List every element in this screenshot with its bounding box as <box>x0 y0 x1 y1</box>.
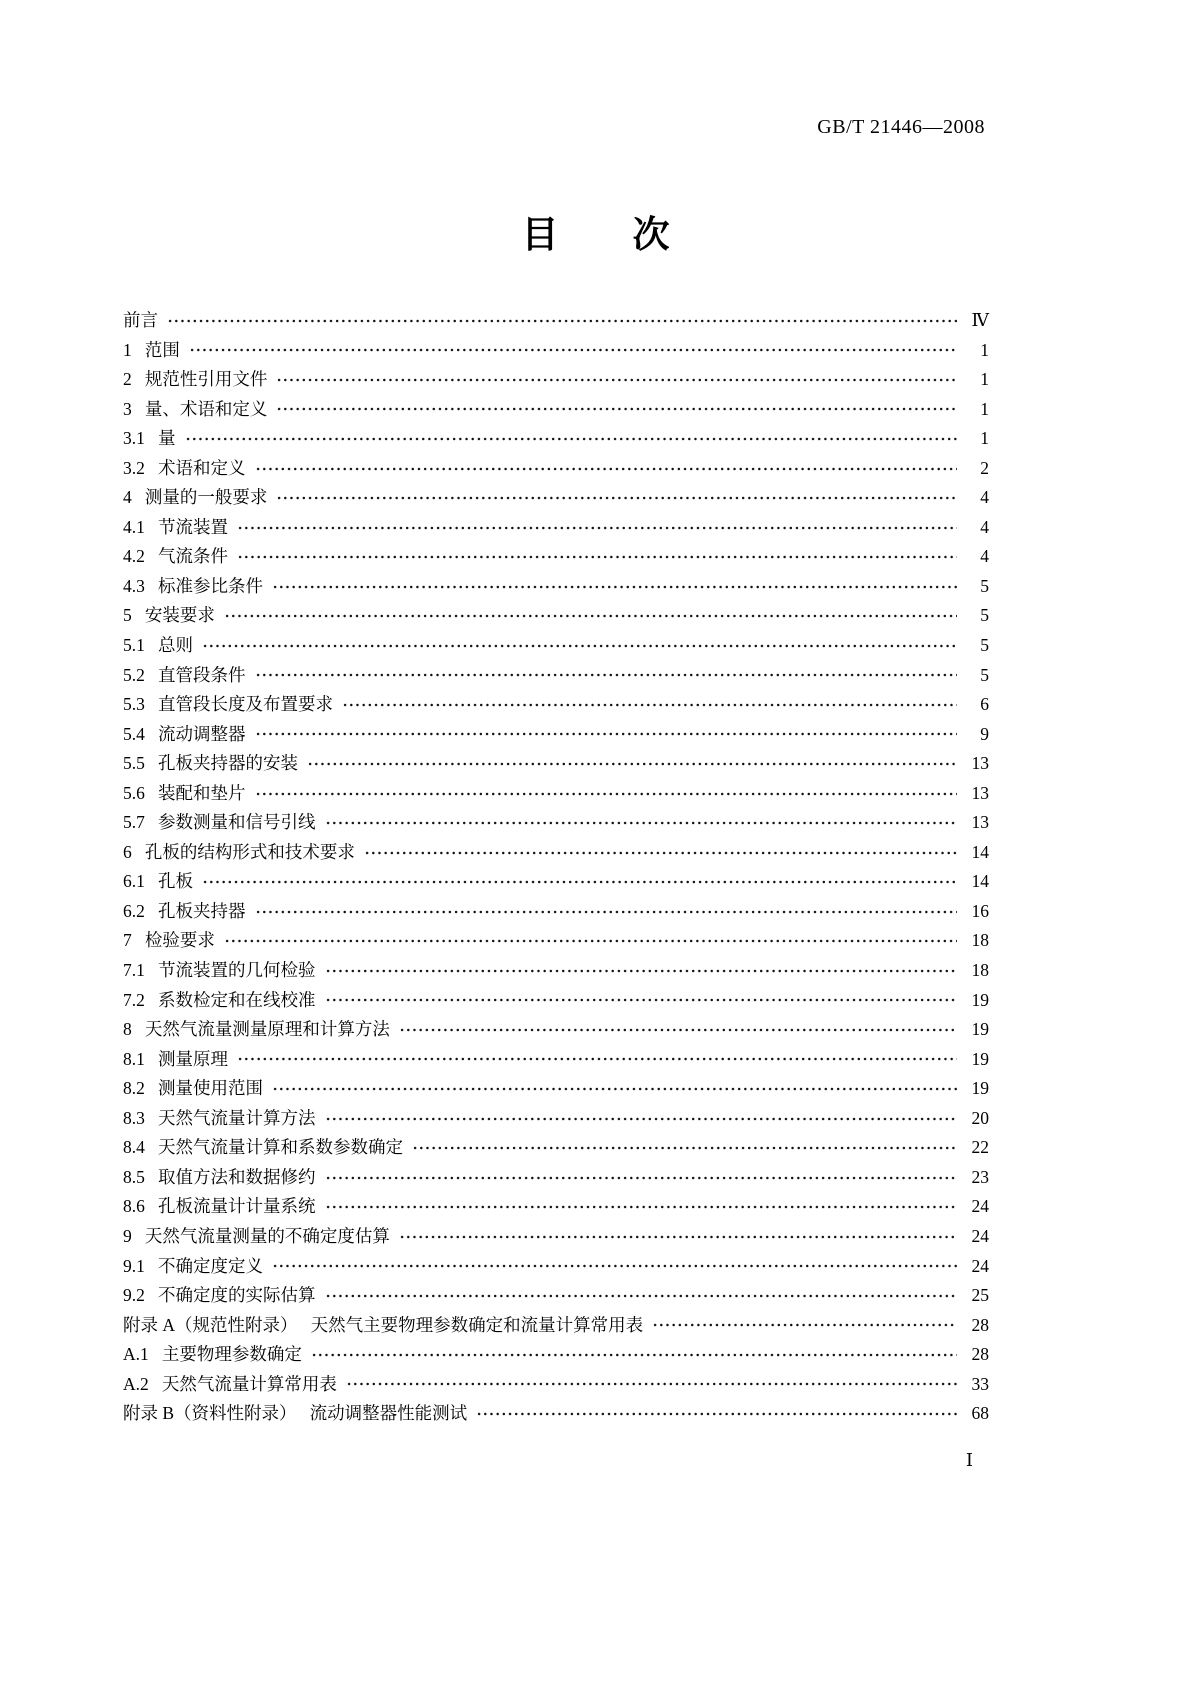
toc-entry-page: 14 <box>971 871 989 892</box>
toc-entry-page: 18 <box>971 960 989 981</box>
toc-entry-page: 22 <box>971 1137 989 1158</box>
toc-entry <box>123 808 989 838</box>
toc-entry-label: 4.1 节流装置 <box>123 516 228 537</box>
dot-leader <box>255 672 958 678</box>
dot-leader <box>224 938 957 944</box>
toc-entry <box>123 336 989 366</box>
dot-leader <box>325 1293 958 1299</box>
dot-leader <box>237 525 957 531</box>
page-title: 目 次 <box>521 215 670 256</box>
toc-entry <box>123 1133 989 1163</box>
toc-entry-label: 5.2 直管段条件 <box>123 664 246 685</box>
toc-entry-page: 6 <box>980 694 989 715</box>
toc-entry-page: 1 <box>980 369 989 390</box>
toc-entry-label: A.2 天然气流量计算常用表 <box>123 1373 337 1394</box>
toc-entry <box>123 306 989 336</box>
toc-entry-label: 4 测量的一般要求 <box>123 487 268 508</box>
toc-entry <box>123 1399 989 1429</box>
dot-leader <box>476 1411 957 1417</box>
toc-entry <box>123 542 989 572</box>
toc-entry-label: 3.2 术语和定义 <box>123 457 246 478</box>
toc-entry <box>123 749 989 779</box>
toc-entry-page: 19 <box>971 1048 989 1069</box>
toc-entry <box>123 838 989 868</box>
toc-entry-label: 8.6 孔板流量计计量系统 <box>123 1196 316 1217</box>
toc-entry <box>123 395 989 425</box>
toc-entry <box>123 720 989 750</box>
toc-entry-page: 4 <box>980 546 989 567</box>
dot-leader <box>652 1322 957 1328</box>
toc-entry <box>123 454 989 484</box>
dot-leader <box>255 731 958 737</box>
toc-entry-page: 2 <box>980 457 989 478</box>
toc-entry-page: 14 <box>971 841 989 862</box>
dot-leader <box>412 1145 957 1151</box>
toc-entry-label: 附录 B（资料性附录） 流动调整器性能测试 <box>123 1403 468 1424</box>
toc-entry-label: 4.3 标准参比条件 <box>123 575 263 596</box>
dot-leader <box>224 613 957 619</box>
toc-entry-label: 9.1 不确定度定义 <box>123 1255 263 1276</box>
toc-entry-page: 19 <box>971 1019 989 1040</box>
toc-entry <box>123 1163 989 1193</box>
toc-entry-page: 28 <box>971 1344 989 1365</box>
standard-number: GB/T 21446—2008 <box>817 116 985 138</box>
toc-entry <box>123 926 989 956</box>
toc-entry-label: 5.7 参数测量和信号引线 <box>123 812 316 833</box>
toc-entry-page: 5 <box>980 664 989 685</box>
dot-leader <box>276 377 957 383</box>
toc-entry <box>123 1252 989 1282</box>
dot-leader <box>276 406 957 412</box>
dot-leader <box>325 1204 958 1210</box>
dot-leader <box>399 1027 957 1033</box>
toc-entry <box>123 661 989 691</box>
toc-entry-page: 4 <box>980 516 989 537</box>
toc-entry <box>123 513 989 543</box>
dot-leader <box>255 791 958 797</box>
toc-entry-page: 24 <box>971 1225 989 1246</box>
toc-entry-label: 5.4 流动调整器 <box>123 723 246 744</box>
toc-entry-page: 23 <box>971 1166 989 1187</box>
toc-entry-page: 33 <box>971 1373 989 1394</box>
toc-entry-page: 24 <box>971 1255 989 1276</box>
toc-entry-page: 25 <box>971 1285 989 1306</box>
dot-leader <box>399 1234 957 1240</box>
toc-entry <box>123 986 989 1016</box>
toc-entry-label: 8.3 天然气流量计算方法 <box>123 1107 316 1128</box>
toc-entry-page: 16 <box>971 900 989 921</box>
dot-leader <box>255 466 958 472</box>
dot-leader <box>255 909 958 915</box>
toc-entry-page: 4 <box>980 487 989 508</box>
toc-entry-label: 8.4 天然气流量计算和系数参数确定 <box>123 1137 403 1158</box>
toc-entry-label: 前言 <box>123 310 158 330</box>
dot-leader <box>325 1116 958 1122</box>
dot-leader <box>272 1086 957 1092</box>
dot-leader <box>325 1175 958 1181</box>
toc-entry <box>123 779 989 809</box>
toc-entry-page: 28 <box>971 1314 989 1335</box>
toc-entry <box>123 867 989 897</box>
toc-entry-label: 5.1 总则 <box>123 635 193 656</box>
toc-entry-label: 1 范围 <box>123 339 180 360</box>
toc-entry <box>123 483 989 513</box>
toc-entry <box>123 1045 989 1075</box>
toc-entry-page: 19 <box>971 1078 989 1099</box>
toc-entry <box>123 1370 989 1400</box>
toc-entry-label: 8.1 测量原理 <box>123 1048 228 1069</box>
toc-entry-page: 18 <box>971 930 989 951</box>
toc-entry-page: 1 <box>980 398 989 419</box>
toc-entry <box>123 1104 989 1134</box>
toc-entry <box>123 1222 989 1252</box>
dot-leader <box>272 584 957 590</box>
toc-entry-label: 5.3 直管段长度及布置要求 <box>123 694 333 715</box>
toc-entry <box>123 690 989 720</box>
toc-entry-label: 3.1 量 <box>123 428 176 449</box>
toc-entry-page: 13 <box>971 753 989 774</box>
dot-leader <box>325 820 958 826</box>
toc-entry-page: 5 <box>980 605 989 626</box>
toc-entry-label: A.1 主要物理参数确定 <box>123 1344 302 1365</box>
toc-entry-label: 7.2 系数检定和在线校准 <box>123 989 316 1010</box>
toc-entry <box>123 601 989 631</box>
toc-entry-page: 1 <box>980 339 989 360</box>
dot-leader <box>189 347 957 353</box>
toc-entry-label: 4.2 气流条件 <box>123 546 228 567</box>
toc-entry-label: 7.1 节流装置的几何检验 <box>123 960 316 981</box>
toc-entry-label: 附录 A（规范性附录） 天然气主要物理参数确定和流量计算常用表 <box>123 1314 644 1335</box>
toc-entry-page: 13 <box>971 812 989 833</box>
dot-leader <box>276 495 957 501</box>
dot-leader <box>311 1352 957 1358</box>
dot-leader <box>325 968 958 974</box>
toc-entry-page: 1 <box>980 428 989 449</box>
dot-leader <box>237 554 957 560</box>
toc-entry-page: Ⅳ <box>971 310 989 330</box>
dot-leader <box>346 1381 957 1387</box>
dot-leader <box>202 879 957 885</box>
toc-entry <box>123 1074 989 1104</box>
toc-entry-label: 8.5 取值方法和数据修约 <box>123 1166 316 1187</box>
toc-entry-label: 5.6 装配和垫片 <box>123 782 246 803</box>
toc-entry-label: 3 量、术语和定义 <box>123 398 268 419</box>
toc-entry-page: 24 <box>971 1196 989 1217</box>
toc-entry-label: 9 天然气流量测量的不确定度估算 <box>123 1225 390 1246</box>
toc-entry-label: 5.5 孔板夹持器的安装 <box>123 753 298 774</box>
toc-entry-page: 19 <box>971 989 989 1010</box>
toc-entry <box>123 631 989 661</box>
toc-entry-label: 8.2 测量使用范围 <box>123 1078 263 1099</box>
dot-leader <box>325 997 958 1003</box>
toc-entry <box>123 1192 989 1222</box>
dot-leader <box>185 436 958 442</box>
toc-entry <box>123 1015 989 1045</box>
toc-entry-label: 8 天然气流量测量原理和计算方法 <box>123 1019 390 1040</box>
toc-entry <box>123 572 989 602</box>
toc-entry-page: 13 <box>971 782 989 803</box>
dot-leader <box>272 1263 957 1269</box>
footer-page-number: Ⅰ <box>965 1450 973 1470</box>
toc-entry-label: 9.2 不确定度的实际估算 <box>123 1285 316 1306</box>
toc-entry-page: 20 <box>971 1107 989 1128</box>
toc-entry <box>123 1340 989 1370</box>
toc-entry-label: 6.2 孔板夹持器 <box>123 900 246 921</box>
toc-entry-label: 2 规范性引用文件 <box>123 369 268 390</box>
toc-entry-page: 5 <box>980 635 989 656</box>
toc-entry <box>123 1281 989 1311</box>
dot-leader <box>364 850 957 856</box>
dot-leader <box>202 643 957 649</box>
dot-leader <box>237 1056 957 1062</box>
toc-entry-label: 7 检验要求 <box>123 930 215 951</box>
toc-list <box>123 306 989 1429</box>
dot-leader <box>307 761 957 767</box>
dot-leader <box>167 318 957 324</box>
toc-entry-page: 9 <box>980 723 989 744</box>
toc-entry-page: 5 <box>980 575 989 596</box>
toc-entry <box>123 897 989 927</box>
toc-entry-label: 6 孔板的结构形式和技术要求 <box>123 841 355 862</box>
toc-entry-label: 6.1 孔板 <box>123 871 193 892</box>
dot-leader <box>342 702 957 708</box>
toc-entry <box>123 424 989 454</box>
toc-entry-page: 68 <box>971 1403 989 1424</box>
toc-entry-label: 5 安装要求 <box>123 605 215 626</box>
toc-entry <box>123 956 989 986</box>
toc-entry <box>123 365 989 395</box>
toc-entry <box>123 1311 989 1341</box>
